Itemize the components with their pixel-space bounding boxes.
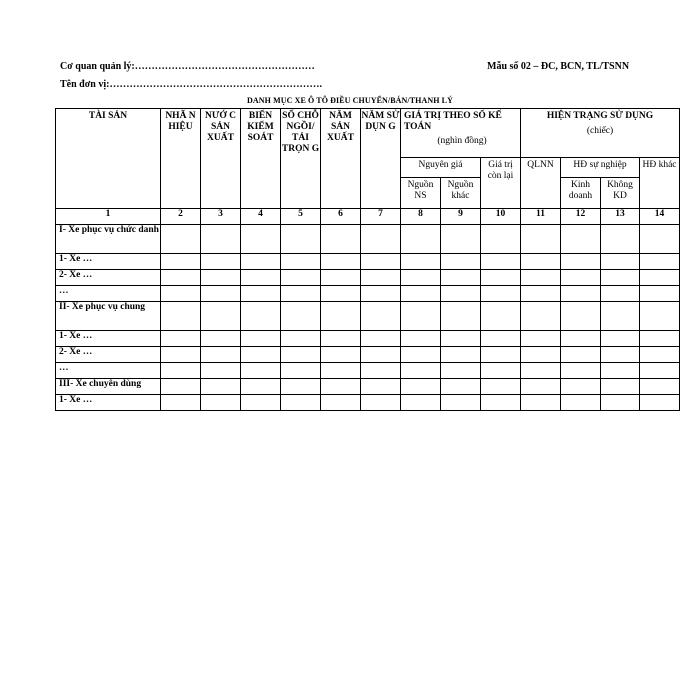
table-cell (640, 347, 680, 363)
table-row (56, 270, 680, 286)
table-cell (361, 395, 401, 411)
table-cell (601, 286, 640, 302)
table-row (56, 286, 680, 302)
table-cell (161, 254, 201, 270)
table-cell (321, 347, 361, 363)
table-cell (601, 363, 640, 379)
table-cell (241, 395, 281, 411)
table-cell (401, 286, 441, 302)
table-cell (161, 225, 201, 254)
table-cell (161, 270, 201, 286)
table-cell (361, 254, 401, 270)
table-cell (601, 347, 640, 363)
row-label: 1- Xe … (56, 395, 161, 411)
unit-name-line: Tên đơn vị:………………………………………………………. (60, 79, 322, 90)
usage-status-unit: (chiếc) (586, 125, 614, 136)
table-cell (321, 331, 361, 347)
table-cell (401, 302, 441, 331)
table-cell (321, 379, 361, 395)
table-cell (521, 270, 561, 286)
table-cell (521, 225, 561, 254)
header-qlnn: QLNN (521, 158, 561, 209)
table-cell (361, 379, 401, 395)
table-cell (321, 363, 361, 379)
table-cell (201, 225, 241, 254)
row-label: 1- Xe … (56, 331, 161, 347)
table-cell (241, 331, 281, 347)
table-cell (441, 286, 481, 302)
row-label: 1- Xe … (56, 254, 161, 270)
column-number: 12 (561, 209, 601, 225)
table-cell (401, 254, 441, 270)
table-cell (441, 379, 481, 395)
column-number: 7 (361, 209, 401, 225)
table-cell (361, 302, 401, 331)
managing-agency-line: Cơ quan quản lý:……………………………………………… (60, 61, 315, 72)
table-cell (241, 379, 281, 395)
column-number: 14 (640, 209, 680, 225)
row-label: … (56, 363, 161, 379)
table-cell (241, 254, 281, 270)
header-book-value-group (401, 109, 521, 158)
table-cell (201, 331, 241, 347)
table-cell (521, 331, 561, 347)
table-cell (521, 363, 561, 379)
column-number: 9 (441, 209, 481, 225)
table-cell (601, 270, 640, 286)
table-cell (561, 347, 601, 363)
table-cell (361, 270, 401, 286)
table-cell (640, 331, 680, 347)
table-cell (201, 379, 241, 395)
row-label: 2- Xe … (56, 270, 161, 286)
table-cell (281, 347, 321, 363)
table-cell (401, 225, 441, 254)
column-number: 4 (241, 209, 281, 225)
table-cell (401, 270, 441, 286)
table-cell (481, 379, 521, 395)
table-cell (321, 302, 361, 331)
table-cell (640, 379, 680, 395)
vehicle-list-table (55, 108, 680, 411)
column-number: 5 (281, 209, 321, 225)
table-cell (241, 363, 281, 379)
table-cell (481, 286, 521, 302)
header-brand: NHÃ N HIỆU (161, 109, 201, 209)
table-cell (161, 302, 201, 331)
column-number: 3 (201, 209, 241, 225)
header-original-price: Nguyên giá (401, 158, 481, 178)
table-cell (521, 302, 561, 331)
table-cell (561, 395, 601, 411)
table-cell (161, 331, 201, 347)
table-cell (201, 286, 241, 302)
header-plate: BIỂN KIỂM SOÁT (241, 109, 281, 209)
table-cell (161, 363, 201, 379)
table-cell (521, 395, 561, 411)
column-number: 2 (161, 209, 201, 225)
header-hd-other: HĐ khác (640, 158, 680, 209)
table-cell (640, 270, 680, 286)
table-row (56, 395, 680, 411)
table-cell (401, 363, 441, 379)
table-cell (441, 225, 481, 254)
table-cell (640, 363, 680, 379)
header-remaining-value: Giá trị còn lại (481, 158, 521, 209)
table-cell (441, 254, 481, 270)
column-number: 8 (401, 209, 441, 225)
usage-status-title: HIỆN TRẠNG SỬ DỤNG (546, 111, 654, 121)
table-row (56, 302, 680, 331)
column-number: 1 (56, 209, 161, 225)
column-number: 6 (321, 209, 361, 225)
table-cell (361, 286, 401, 302)
table-row (56, 331, 680, 347)
table-cell (281, 395, 321, 411)
row-label: I- Xe phục vụ chức danh (56, 225, 161, 254)
table-cell (281, 302, 321, 331)
table-cell (361, 225, 401, 254)
row-label: III- Xe chuyên dùng (56, 379, 161, 395)
table-cell (561, 225, 601, 254)
table-cell (481, 395, 521, 411)
form-number: Mẫu số 02 – ĐC, BCN, TL/TSNN (487, 61, 630, 72)
table-cell (521, 347, 561, 363)
table-cell (321, 254, 361, 270)
table-cell (601, 395, 640, 411)
table-cell (241, 270, 281, 286)
table-cell (561, 331, 601, 347)
table-cell (281, 331, 321, 347)
table-cell (561, 286, 601, 302)
header-seats-load: SỐ CHỖ NGỒI/ TẢI TRỌN G (281, 109, 321, 209)
table-cell (361, 347, 401, 363)
table-cell (161, 286, 201, 302)
header-source-ns: Nguồn NS (401, 178, 441, 209)
column-number: 13 (601, 209, 640, 225)
table-cell (201, 302, 241, 331)
table-row (56, 363, 680, 379)
table-cell (281, 363, 321, 379)
table-cell (561, 302, 601, 331)
table-cell (521, 379, 561, 395)
table-cell (241, 286, 281, 302)
table-cell (441, 302, 481, 331)
table-cell (401, 379, 441, 395)
header-hd-career: HĐ sự nghiệp (561, 158, 640, 178)
table-cell (441, 347, 481, 363)
table-cell (601, 254, 640, 270)
table-cell (241, 225, 281, 254)
table-cell (601, 331, 640, 347)
table-cell (201, 254, 241, 270)
table-cell (640, 302, 680, 331)
table-cell (201, 363, 241, 379)
table-cell (601, 302, 640, 331)
table-cell (441, 395, 481, 411)
table-cell (481, 270, 521, 286)
table-cell (441, 270, 481, 286)
table-cell (561, 270, 601, 286)
header-asset: TÀI SẢN (56, 109, 161, 209)
table-cell (521, 254, 561, 270)
table-cell (601, 379, 640, 395)
row-label: … (56, 286, 161, 302)
table-row (56, 347, 680, 363)
table-cell (281, 379, 321, 395)
table-cell (201, 395, 241, 411)
column-number: 10 (481, 209, 521, 225)
table-row (56, 254, 680, 270)
table-cell (321, 395, 361, 411)
table-cell (401, 331, 441, 347)
table-cell (521, 286, 561, 302)
table-row (56, 379, 680, 395)
header-non-business: Không KD (601, 178, 640, 209)
header-source-other: Nguồn khác (441, 178, 481, 209)
table-cell (441, 363, 481, 379)
table-cell (281, 286, 321, 302)
header-usage-status-group (521, 109, 680, 158)
table-cell (241, 302, 281, 331)
table-cell (640, 286, 680, 302)
table-cell (321, 286, 361, 302)
table-cell (481, 225, 521, 254)
table-cell (640, 225, 680, 254)
table-cell (401, 347, 441, 363)
row-label: II- Xe phục vụ chung (56, 302, 161, 331)
table-cell (640, 254, 680, 270)
book-value-title: GIÁ TRỊ THEO SỔ KẾ TOÁN (404, 111, 502, 132)
column-number: 11 (521, 209, 561, 225)
table-cell (601, 225, 640, 254)
row-label: 2- Xe … (56, 347, 161, 363)
table-cell (561, 363, 601, 379)
table-cell (361, 363, 401, 379)
book-value-unit: (nghìn đồng) (437, 135, 487, 146)
table-cell (201, 270, 241, 286)
header-country: NƯỚ C SẢN XUẤT (201, 109, 241, 209)
table-cell (281, 254, 321, 270)
header-business: Kinh doanh (561, 178, 601, 209)
table-cell (201, 347, 241, 363)
table-cell (321, 225, 361, 254)
table-cell (640, 395, 680, 411)
table-cell (441, 331, 481, 347)
table-cell (361, 331, 401, 347)
table-cell (481, 363, 521, 379)
table-cell (481, 347, 521, 363)
table-cell (161, 379, 201, 395)
table-cell (481, 254, 521, 270)
column-number-row (56, 209, 680, 225)
table-cell (241, 347, 281, 363)
table-cell (321, 270, 361, 286)
table-cell (281, 270, 321, 286)
table-cell (561, 254, 601, 270)
table-cell (561, 379, 601, 395)
table-cell (481, 302, 521, 331)
table-cell (481, 331, 521, 347)
table-cell (401, 395, 441, 411)
table-row (56, 225, 680, 254)
header-year-made: NĂM SẢN XUẤT (321, 109, 361, 209)
document-title: DANH MỤC XE Ô TÔ ĐIỀU CHUYỂN/BÁN/THANH LÝ (247, 96, 453, 105)
table-cell (281, 225, 321, 254)
header-year-used: NĂM SỬ DỤN G (361, 109, 401, 209)
table-cell (161, 347, 201, 363)
table-cell (161, 395, 201, 411)
